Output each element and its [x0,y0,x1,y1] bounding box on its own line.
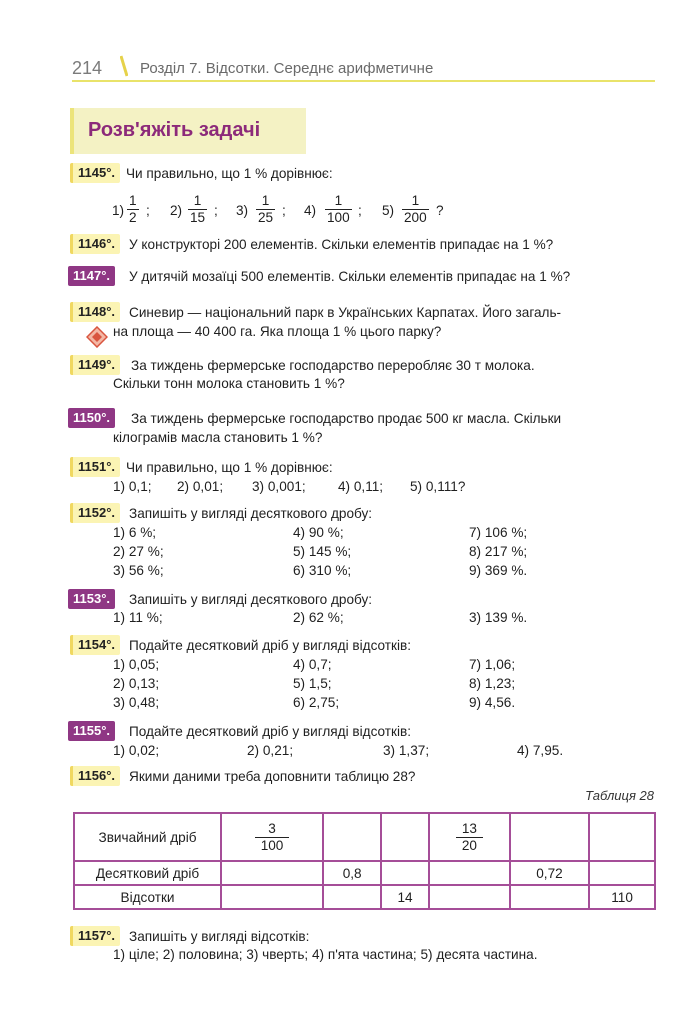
header-divider [72,80,655,82]
p1145-fraction: $\frac{1}{2}$ [129,193,137,225]
problem-number-1154: 1154°. [70,635,120,655]
problem-1157-line2: 1) ціле; 2) половина; 3) чверть; 4) п'ята частина; 5) десята частина. [113,947,538,962]
p1152-item: 4) 90 %; [293,525,344,540]
p1145-option-label: 2) [170,203,183,218]
p1153-option: 2) 62 %; [293,610,344,625]
problem-1151-text: Чи правильно, що 1 % дорівнює: [126,460,333,475]
problem-1154-text: Подайте десятковий дріб у вигляді відсотків: [129,638,411,653]
p1145-separator: ; [358,203,362,218]
p1153-option: 3) 139 %. [469,610,528,625]
p1151-option: 3) 0,001; [252,479,306,494]
p1154-item: 4) 0,7; [293,657,332,672]
p1152-item: 1) 6 %; [113,525,157,540]
problem-number-1145: 1145°. [70,163,120,183]
problem-number-1153: 1153°. [68,589,115,609]
p1145-separator: ; [282,203,286,218]
p1152-item: 9) 369 %. [469,563,528,578]
table-cell-percent: 110 [589,885,655,909]
p1145-option-label: 5) [382,203,395,218]
table-cell-empty [221,885,323,909]
table-cell-empty [510,885,589,909]
p1145-fraction: $\frac{1}{15}$ [190,193,206,225]
problem-number-1151: 1151°. [70,457,120,477]
p1154-item: 5) 1,5; [293,676,332,691]
p1154-item: 3) 0,48; [113,695,160,710]
p1152-item: 6) 310 %; [293,563,352,578]
problem-1153-text: Запишіть у вигляді десяткового дробу: [129,592,373,607]
table-cell-empty [381,861,429,885]
ornament-icon [86,326,108,348]
problem-number-1148: 1148°. [70,302,120,322]
p1145-separator: ? [436,203,444,218]
p1154-item: 6) 2,75; [293,695,340,710]
problem-1149-line2: Скільки тонн молока становить 1 %? [113,376,345,391]
p1154-item: 2) 0,13; [113,676,160,691]
table-row-label: Звичайний дріб [74,813,221,861]
p1155-option: 3) 1,37; [383,743,430,758]
p1145-fraction: $\frac{1}{25}$ [258,193,274,225]
table-cell-fraction [221,813,323,861]
data-table-28 [73,812,656,910]
table-cell-empty [429,861,510,885]
table-cell-empty [381,813,429,861]
p1145-fraction: $\frac{1}{200}$ [404,193,427,225]
problem-number-1147: 1147°. [68,266,115,286]
problem-1150-line1: За тиждень фермерське господарство продає 500 кг масла. Скільки [131,411,562,426]
problem-1155-text: Подайте десятковий дріб у вигляді відсотків: [129,724,411,739]
problem-number-1149: 1149°. [70,355,120,375]
fraction-13-20: $\frac{13}{20}$ [456,821,483,854]
p1145-option-label: 1) [112,203,125,218]
p1155-option: 2) 0,21; [247,743,294,758]
p1145-fraction: $\frac{1}{100}$ [327,193,350,225]
p1151-option: 5) 0,111? [410,479,466,494]
p1145-option-label: 4) [304,203,317,218]
table-cell-decimal: 0,8 [323,861,381,885]
p1145-separator: ; [146,203,150,218]
problem-1148-line2: на площа — 40 400 га. Яка площа 1 % цього парку? [113,324,442,339]
p1151-option: 4) 0,11; [338,479,384,494]
problem-1146-text: У конструкторі 200 елементів. Скільки елементів припадає на 1 %? [129,237,554,252]
p1152-item: 8) 217 %; [469,544,528,559]
table-cell-empty [429,885,510,909]
p1152-item: 3) 56 %; [113,563,164,578]
table-cell-fraction [429,813,510,861]
problem-1150-line2: кілограмів масла становить 1 %? [113,430,323,445]
p1145-separator: ; [214,203,218,218]
p1152-item: 7) 106 %; [469,525,528,540]
p1154-item: 1) 0,05; [113,657,160,672]
problem-number-1146: 1146°. [70,234,120,254]
problem-1148-line1: Синевир — національний парк в Українських Карпатах. Його загаль- [129,305,562,320]
problem-1149-line1: За тиждень фермерське господарство переробляє 30 т молока. [131,358,535,373]
problem-number-1150: 1150°. [68,408,115,428]
problem-number-1155: 1155°. [68,721,115,741]
section-title: Розв'яжіть задачі [88,119,261,141]
chapter-title: Розділ 7. Відсотки. Середнє арифметичне [140,60,434,77]
table-cell-empty [221,861,323,885]
table-row-label: Десятковий дріб [74,861,221,885]
problem-number-1156: 1156°. [70,766,120,786]
page-number: 214 [72,58,103,78]
p1154-item: 8) 1,23; [469,676,516,691]
table-cell-empty [510,813,589,861]
table-cell-empty [589,813,655,861]
p1151-option: 1) 0,1; [113,479,152,494]
table-cell-percent: 14 [381,885,429,909]
p1145-option-label: 3) [236,203,249,218]
p1154-item: 9) 4,56. [469,695,516,710]
problem-1145-text: Чи правильно, що 1 % дорівнює: [126,166,333,181]
table-row-label: Відсотки [74,885,221,909]
p1155-option: 1) 0,02; [113,743,160,758]
problem-1157-text: Запишіть у вигляді відсотків: [129,929,310,944]
table-cell-empty [323,885,381,909]
table-caption: Таблиця 28 [585,788,654,803]
fraction-3-100: $\frac{3}{100}$ [255,821,290,854]
table-cell-empty [323,813,381,861]
p1155-option: 4) 7,95. [517,743,564,758]
table-cell-empty [589,861,655,885]
header-slash-mark [120,54,128,78]
problem-1156-text: Якими даними треба доповнити таблицю 28? [129,769,416,784]
table-cell-decimal: 0,72 [510,861,589,885]
problem-number-1157: 1157°. [70,926,120,946]
p1153-option: 1) 11 %; [113,610,163,625]
p1152-item: 5) 145 %; [293,544,352,559]
p1152-item: 2) 27 %; [113,544,164,559]
p1154-item: 7) 1,06; [469,657,516,672]
problem-1152-text: Запишіть у вигляді десяткового дробу: [129,506,373,521]
problem-1147-text: У дитячій мозаїці 500 елементів. Скільки елементів припадає на 1 %? [129,269,571,284]
problem-number-1152: 1152°. [70,503,120,523]
p1151-option: 2) 0,01; [177,479,224,494]
